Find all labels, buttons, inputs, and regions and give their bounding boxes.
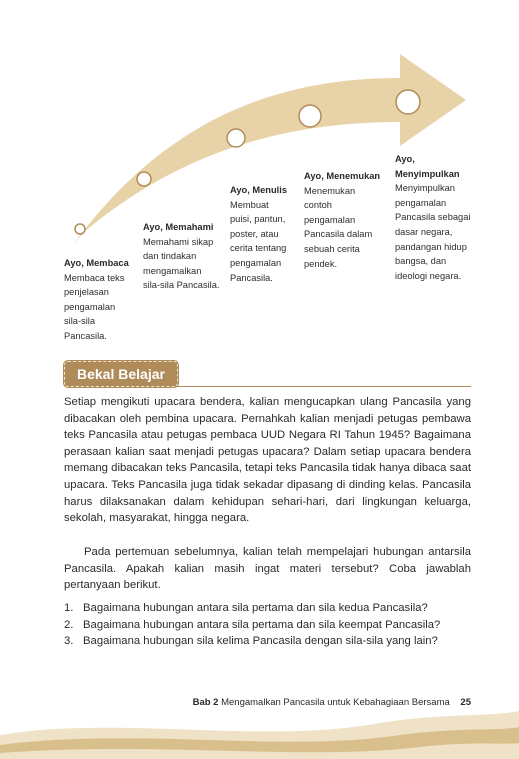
step-desc-line: puisi, pantun, [230, 214, 286, 225]
step-desc-line: Pancasila. [230, 272, 273, 283]
question-list [64, 600, 471, 650]
step-desc-line: dasar negara, [395, 226, 453, 237]
question-number: 3. [64, 635, 74, 648]
page-number: 25 [460, 697, 471, 708]
step-desc-line: cerita tentang [230, 243, 287, 254]
section-divider [176, 386, 471, 387]
step-title: Ayo, Membaca [64, 258, 129, 268]
followup-paragraph: Pada pertemuan sebelumnya, kalian telah mempelajari hubungan antarsila Pancasila. Apakah kalian masih ingat materi tersebut? Coba jawablah pertanyaan berikut. [64, 546, 471, 592]
step-marker-2 [137, 172, 151, 186]
list-item [64, 600, 471, 617]
decorative-waves [0, 705, 519, 759]
step-understand [143, 220, 229, 293]
list-item [64, 633, 471, 650]
chapter-title: Mengamalkan Pancasila untuk Kebahagiaan Bersama [221, 697, 450, 708]
section-header [64, 361, 471, 387]
step-desc-line: poster, atau [230, 228, 279, 239]
question-number: 1. [64, 602, 74, 614]
intro-paragraph: Setiap mengikuti upacara bendera, kalian mengucapkan ulang Pancasila yang dibacakan oleh pembina upacara. Pernahkah kalian menjadi petugas pembawa teks Pancasila atau petugas pembaca UUD Negara RI Tahun 1945? Bagaimana perasaan kalian saat menjadi petugas upacara? Dalam setiap upacara bendera memang dibacakan teks Pancasila, tetapi teks Pancasila tidak hanya dibaca saat upacara. Teks Pancasila juga tidak sekadar dipasang di dinding kelas. Pancasila harus dilaksanakan dalam kehidupan sehari-hari, dari lingkungan keluarga, sekolah, masyarakat, hingga negara. [64, 396, 471, 525]
step-desc-line: Pancasila. [64, 330, 107, 341]
question-text: Bagaimana hubungan antara sila pertama dan sila kedua Pancasila? [83, 602, 428, 614]
step-marker-4 [299, 105, 321, 127]
step-desc-line: pengamalan [395, 197, 447, 208]
step-desc-line: contoh [304, 200, 332, 211]
step-title: Ayo, Menulis [230, 185, 287, 195]
step-desc-line: pengamalan [230, 257, 282, 268]
list-item [64, 617, 471, 634]
step-desc-line: Pancasila dalam [304, 229, 373, 240]
step-desc-line: Memahami sikap [143, 236, 214, 247]
step-title: Ayo, Memahami [143, 222, 214, 232]
step-title: Ayo, Menyimpulkan [395, 154, 460, 179]
step-desc-line: Menemukan [304, 185, 356, 196]
step-title: Ayo, Menemukan [304, 171, 381, 181]
step-desc-line: Menyimpulkan [395, 183, 455, 194]
step-conclude [395, 152, 481, 283]
step-desc-line: mengamalkan [143, 265, 202, 276]
step-desc-line: dan tindakan [143, 251, 197, 262]
step-marker-1 [75, 224, 85, 234]
step-desc-line: penjelasan [64, 287, 109, 298]
step-desc-line: sebuah cerita [304, 243, 360, 254]
question-number: 2. [64, 618, 74, 631]
question-text: Bagaimana hubungan antara sila pertama dan sila keempat Pancasila? [83, 618, 441, 631]
step-desc-line: sila-sila [64, 316, 95, 327]
step-desc-line: sila-sila Pancasila. [143, 280, 220, 291]
step-desc-line: bangsa, dan [395, 256, 447, 267]
step-desc-line: Membaca teks [64, 272, 125, 283]
step-desc-line: pandangan hidup [395, 241, 467, 252]
step-read [64, 256, 144, 344]
step-desc-line: Pancasila sebagai [395, 212, 471, 223]
step-marker-3 [227, 129, 245, 147]
section-title: Bekal Belajar [64, 361, 178, 387]
step-desc-line: pendek. [304, 258, 338, 269]
step-discover [304, 169, 390, 271]
step-desc-line: pengamalan [64, 301, 116, 312]
question-text: Bagaimana hubungan sila kelima Pancasila dengan sila-sila yang lain? [83, 635, 438, 648]
step-desc-line: Membuat [230, 199, 269, 210]
step-desc-line: ideologi negara. [395, 270, 462, 281]
chapter-label: Bab 2 [192, 697, 219, 708]
step-marker-5 [396, 90, 420, 114]
step-write [230, 183, 302, 285]
step-desc-line: pengamalan [304, 214, 356, 225]
